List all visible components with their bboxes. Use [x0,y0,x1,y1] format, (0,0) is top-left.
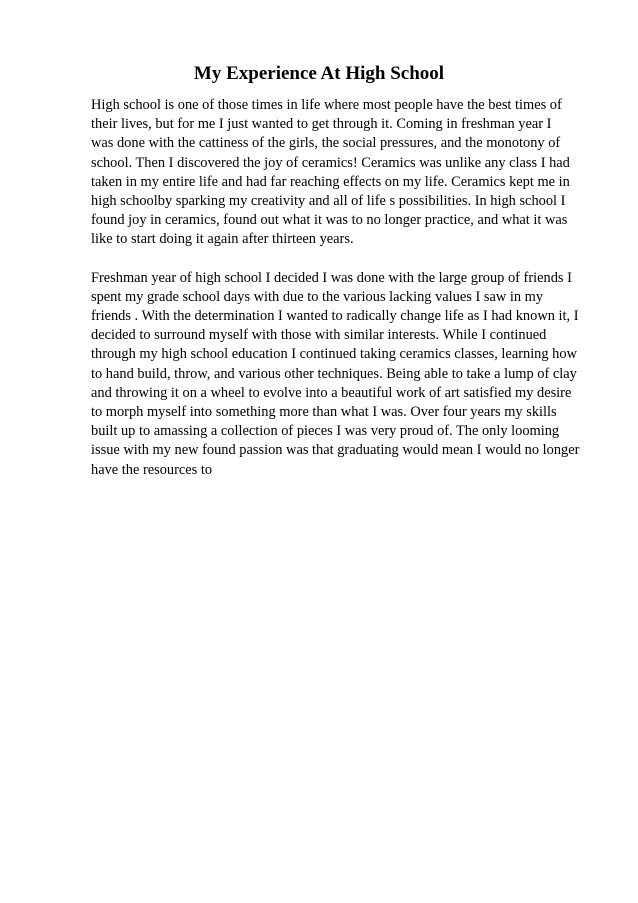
text-line: found joy in ceramics, found out what it was to no longer practice, and what it was [91,212,568,229]
text-line: was done with the cattiness of the girls, the social pressures, and the monotony of [91,135,561,152]
text-line: decided to surround myself with those with similar interests. While I continued [91,327,547,344]
text-line: through my high school education I continued taking ceramics classes, learning how [91,346,577,363]
text-line: High school is one of those times in life where most people have the best times of [91,97,562,113]
text-line: to hand build, throw, and various other techniques. Being able to take a lump of clay [91,365,577,382]
paragraph-1 [91,96,591,250]
paragraph-2 [91,269,591,480]
text-line: spent my grade school days with due to the various lacking values I saw in my [91,288,544,305]
text-line: school. Then I discovered the joy of ceramics! Ceramics was unlike any class I had [91,154,570,171]
text-line: to morph myself into something more than what I was. Over four years my skills [91,404,557,421]
text-line: taken in my entire life and had far reaching effects on my life. Ceramics kept me in [91,173,570,190]
text-line: built up to amassing a collection of pieces I was very proud of. The only looming [91,423,560,440]
text-line: Freshman year of high school I decided I was done with the large group of friends I [91,269,572,286]
text-line: high schoolby sparking my creativity and all of life s possibilities. In high school I [91,193,566,210]
document-body [91,96,591,499]
text-line: issue with my new found passion was that graduating would mean I would no longer [91,442,580,459]
text-line: and throwing it on a wheel to evolve into a beautiful work of art satisfied my desire [91,384,572,401]
text-line: friends . With the determination I wanted to radically change life as I had known it, I [91,308,579,325]
text-line: their lives, but for me I just wanted to get through it. Coming in freshman year I [91,116,552,133]
text-line: like to start doing it again after thirteen years. [91,231,354,248]
text-line: have the resources to [91,461,213,478]
document-title: My Experience At High School [193,63,445,84]
